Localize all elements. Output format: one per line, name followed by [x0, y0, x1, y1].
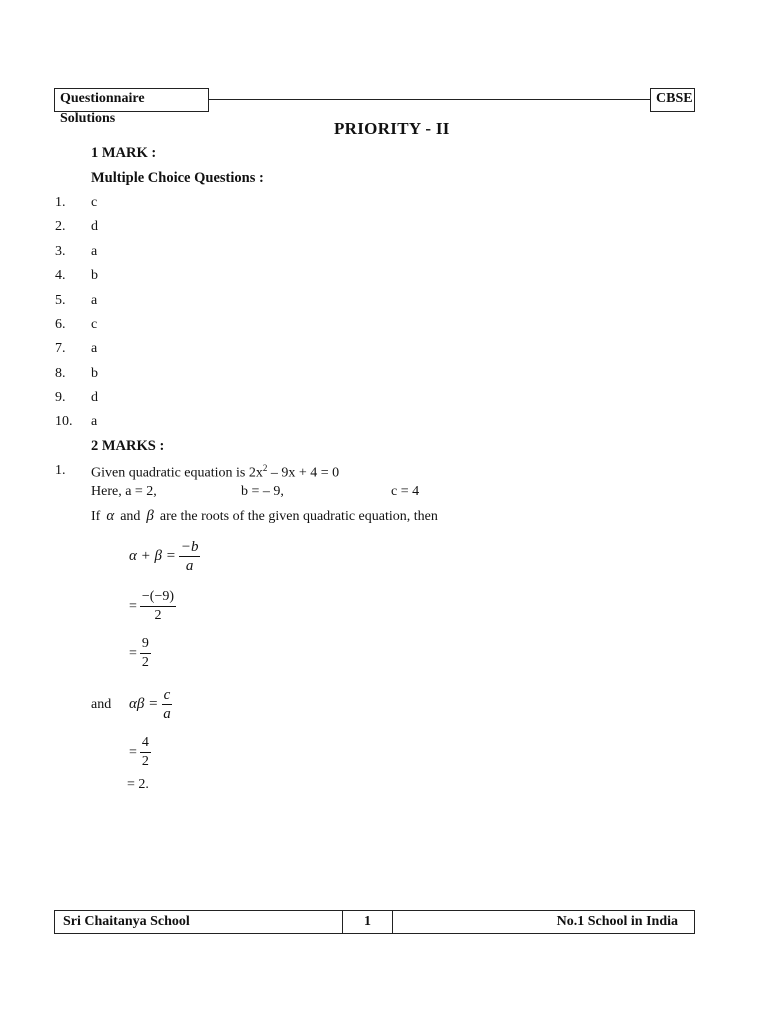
list-item-num: 4.: [55, 268, 66, 283]
fraction-denominator: 2: [141, 655, 149, 670]
list-item-num: 3.: [55, 244, 66, 259]
section-2-heading: 2 MARKS :: [91, 438, 165, 454]
question-statement: [91, 463, 339, 482]
list-item-num: 10.: [55, 414, 73, 429]
fraction-numerator: c: [163, 687, 171, 703]
list-item-num: 9.: [55, 390, 66, 405]
header-right-label: CBSE: [650, 88, 695, 112]
product-step-1: [129, 734, 151, 771]
coefficient-c: c = 4: [391, 484, 420, 499]
list-item-num: 2.: [55, 219, 66, 234]
coefficient-a: Here, a = 2,: [91, 484, 157, 499]
list-item-answer: d: [91, 219, 98, 234]
fraction-denominator: a: [185, 558, 194, 574]
sum-lhs: α + β =: [129, 548, 176, 564]
product-lhs: αβ =: [129, 696, 159, 712]
footer-page-number: 1: [342, 911, 393, 933]
equals-sign: =: [129, 744, 137, 760]
list-item-answer: a: [91, 293, 98, 308]
sum-step-1: [129, 588, 176, 625]
equals-sign: =: [129, 598, 137, 614]
if-word: If: [91, 509, 101, 524]
list-item-answer: b: [91, 268, 98, 283]
page-title: PRIORITY - II: [334, 119, 450, 138]
fraction-denominator: 2: [154, 608, 162, 623]
footer-tagline: No.1 School in India: [556, 914, 678, 929]
list-item-answer: a: [91, 414, 98, 429]
list-item-num: 8.: [55, 366, 66, 381]
coefficient-b: b = – 9,: [241, 484, 284, 499]
list-item-num: 6.: [55, 317, 66, 332]
list-item-answer: a: [91, 244, 98, 259]
question-statement-prefix: Given quadratic equation is 2x: [91, 465, 263, 481]
list-item-answer: c: [91, 317, 98, 332]
sum-fraction: [179, 538, 201, 575]
sum-of-roots-equation: [129, 538, 200, 575]
step-1-fraction: [140, 588, 176, 625]
section-1-subheading: Multiple Choice Questions :: [91, 170, 264, 186]
roots-statement-suffix: are the roots of the given quadratic equation, then: [159, 509, 438, 524]
step-3-fraction: [140, 734, 151, 771]
question-statement-suffix: – 9x + 4 = 0: [267, 465, 340, 481]
list-item-num: 7.: [55, 341, 66, 356]
fraction-numerator: −(−9): [140, 588, 176, 607]
and-word: and: [120, 509, 141, 524]
alpha-symbol: α: [106, 508, 115, 524]
fraction-denominator: 2: [141, 754, 149, 769]
and-label: and: [91, 697, 112, 712]
list-item-num: 1.: [55, 195, 66, 210]
section-1-heading: 1 MARK :: [91, 145, 157, 161]
product-fraction: [161, 686, 173, 723]
page-footer: [54, 910, 695, 934]
list-item-answer: b: [91, 366, 98, 381]
beta-symbol: β: [146, 508, 154, 524]
list-item-answer: c: [91, 195, 98, 210]
list-item-answer: d: [91, 390, 98, 405]
header-left-label: Questionnaire Solutions: [54, 88, 209, 112]
fraction-numerator: 4: [140, 734, 151, 753]
fraction-numerator: −b: [180, 539, 199, 555]
fraction-denominator: a: [163, 706, 171, 722]
footer-school-name: Sri Chaitanya School: [63, 914, 190, 929]
question-number: 1.: [55, 463, 66, 478]
exponent: 2: [262, 463, 268, 473]
sum-step-2: [129, 635, 151, 672]
product-of-roots-equation: [129, 686, 173, 723]
fraction-numerator: 9: [140, 635, 151, 654]
final-result: = 2.: [127, 777, 149, 792]
roots-statement: [91, 508, 438, 525]
step-2-fraction: [140, 635, 151, 672]
list-item-num: 5.: [55, 293, 66, 308]
header-rule: [208, 99, 651, 100]
equals-sign: =: [129, 645, 137, 661]
list-item-answer: a: [91, 341, 98, 356]
